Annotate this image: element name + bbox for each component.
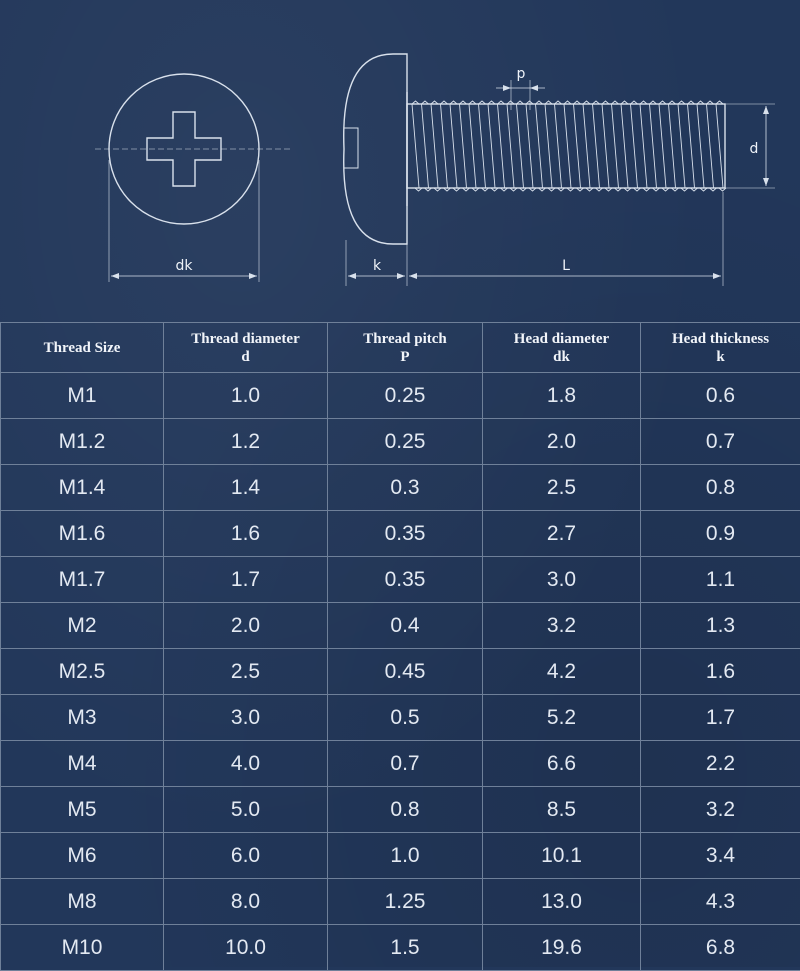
thread-size-cell: M1.7: [1, 557, 164, 603]
thread-diameter-cell: 1.0: [164, 373, 328, 419]
dk-label: dk: [176, 258, 194, 274]
table-header-row: [1, 323, 800, 373]
head-diameter-cell: 2.0: [483, 419, 641, 465]
screw-shank: [407, 104, 725, 188]
thread-pitch-cell: 0.7: [328, 741, 483, 787]
header-symbol: dk: [483, 348, 640, 366]
head-thickness-cell: 1.1: [641, 557, 800, 603]
thread-diameter-cell: 5.0: [164, 787, 328, 833]
p-label: p: [517, 66, 526, 82]
head-thickness-cell: 3.2: [641, 787, 800, 833]
table-row: [1, 419, 800, 465]
screw-spec-table: [0, 322, 800, 971]
head-diameter-cell: 6.6: [483, 741, 641, 787]
thread-size-cell: M1.6: [1, 511, 164, 557]
head-thickness-cell: 6.8: [641, 925, 800, 971]
header-line: Thread diameter: [164, 330, 327, 348]
thread-diameter-cell: 8.0: [164, 879, 328, 925]
table-row: [1, 741, 800, 787]
head-thickness-cell: 1.6: [641, 649, 800, 695]
head-thickness-cell: 0.6: [641, 373, 800, 419]
head-diameter-cell: 3.2: [483, 603, 641, 649]
table-row: [1, 833, 800, 879]
d-label: d: [750, 141, 759, 157]
thread-diameter-cell: 2.0: [164, 603, 328, 649]
head-diameter-cell: 1.8: [483, 373, 641, 419]
thread-pitch-cell: 0.25: [328, 419, 483, 465]
thread-size-cell: M4: [1, 741, 164, 787]
header-line: Head thickness: [641, 330, 800, 348]
header-head-thickness: [641, 323, 800, 373]
thread-pitch-cell: 0.3: [328, 465, 483, 511]
header-line: Thread pitch: [328, 330, 482, 348]
table-row: [1, 465, 800, 511]
thread-diameter-cell: 1.4: [164, 465, 328, 511]
thread-pitch-cell: 0.8: [328, 787, 483, 833]
head-thickness-cell: 0.7: [641, 419, 800, 465]
thread-diameter-cell: 1.7: [164, 557, 328, 603]
thread-pitch-cell: 1.25: [328, 879, 483, 925]
thread-size-cell: M1: [1, 373, 164, 419]
header-line: Head diameter: [483, 330, 640, 348]
screw-technical-drawing: [0, 0, 800, 322]
thread-diameter-cell: 2.5: [164, 649, 328, 695]
thread-size-cell: M10: [1, 925, 164, 971]
table-row: [1, 511, 800, 557]
head-diameter-cell: 5.2: [483, 695, 641, 741]
table-body: [1, 373, 800, 971]
thread-pitch-cell: 0.45: [328, 649, 483, 695]
head-thickness-cell: 0.9: [641, 511, 800, 557]
thread-size-cell: M1.2: [1, 419, 164, 465]
header-thread-diameter: [164, 323, 328, 373]
header-line: Thread Size: [1, 339, 163, 357]
thread-pitch-cell: 0.5: [328, 695, 483, 741]
drawing-canvas: [0, 0, 800, 322]
table-row: [1, 557, 800, 603]
head-thickness-cell: 3.4: [641, 833, 800, 879]
header-symbol: d: [164, 348, 327, 366]
thread-size-cell: M1.4: [1, 465, 164, 511]
header-thread-size: [1, 323, 164, 373]
thread-diameter-cell: 3.0: [164, 695, 328, 741]
head-diameter-cell: 3.0: [483, 557, 641, 603]
head-thickness-cell: 4.3: [641, 879, 800, 925]
thread-diameter-cell: 1.2: [164, 419, 328, 465]
table-row: [1, 603, 800, 649]
thread-size-cell: M5: [1, 787, 164, 833]
head-thickness-cell: 2.2: [641, 741, 800, 787]
head-diameter-cell: 19.6: [483, 925, 641, 971]
head-thickness-cell: 1.7: [641, 695, 800, 741]
head-thickness-cell: 0.8: [641, 465, 800, 511]
header-thread-pitch: [328, 323, 483, 373]
thread-diameter-cell: 10.0: [164, 925, 328, 971]
table-row: [1, 649, 800, 695]
header-symbol: k: [641, 348, 800, 366]
table-row: [1, 787, 800, 833]
thread-diameter-cell: 6.0: [164, 833, 328, 879]
k-label: k: [373, 258, 382, 274]
header-head-diameter: [483, 323, 641, 373]
head-diameter-cell: 2.7: [483, 511, 641, 557]
thread-pitch-cell: 0.35: [328, 511, 483, 557]
head-diameter-cell: 10.1: [483, 833, 641, 879]
head-diameter-cell: 4.2: [483, 649, 641, 695]
head-diameter-cell: 2.5: [483, 465, 641, 511]
thread-diameter-cell: 1.6: [164, 511, 328, 557]
thread-size-cell: M6: [1, 833, 164, 879]
thread-size-cell: M2.5: [1, 649, 164, 695]
thread-pitch-cell: 1.5: [328, 925, 483, 971]
screw-head-side-view: [344, 54, 407, 244]
thread-pitch-cell: 0.35: [328, 557, 483, 603]
table-row: [1, 373, 800, 419]
table-row: [1, 925, 800, 971]
table-row: [1, 879, 800, 925]
thread-pitch-cell: 0.25: [328, 373, 483, 419]
header-symbol: P: [328, 348, 482, 366]
thread-size-cell: M8: [1, 879, 164, 925]
thread-diameter-cell: 4.0: [164, 741, 328, 787]
thread-size-cell: M3: [1, 695, 164, 741]
table-row: [1, 695, 800, 741]
head-diameter-cell: 8.5: [483, 787, 641, 833]
l-label: L: [562, 258, 570, 274]
thread-pitch-cell: 1.0: [328, 833, 483, 879]
thread-size-cell: M2: [1, 603, 164, 649]
head-thickness-cell: 1.3: [641, 603, 800, 649]
head-diameter-cell: 13.0: [483, 879, 641, 925]
thread-pitch-cell: 0.4: [328, 603, 483, 649]
